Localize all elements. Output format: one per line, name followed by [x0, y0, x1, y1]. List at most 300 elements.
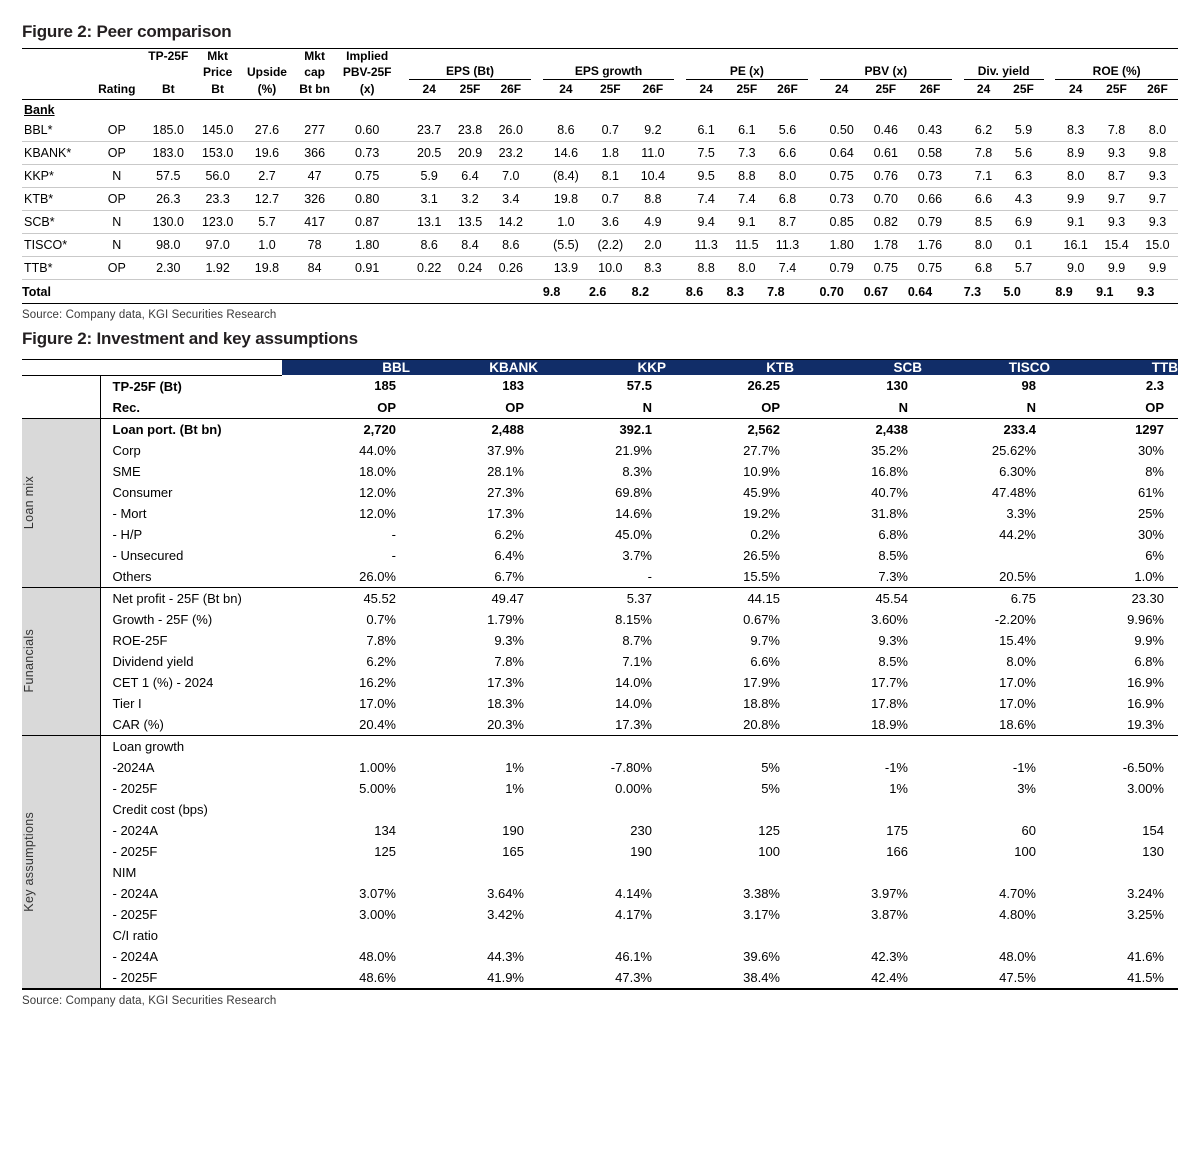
cell-ttb: 23.30: [1050, 587, 1178, 609]
cell-scb: 130: [886, 378, 908, 394]
spacer-cell: [674, 211, 686, 234]
th-roe-26f: 26F: [1147, 82, 1168, 96]
cell-tisco: 233.4: [922, 418, 1050, 440]
cell-pbv: 1.78: [864, 234, 908, 257]
total-pbv-25f: 0.67: [864, 280, 908, 304]
cell-eps: 8.4: [450, 234, 491, 257]
table-row: [22, 925, 1178, 946]
cell-price: 123.0: [193, 211, 242, 234]
cell-bbl: 2,720: [282, 418, 410, 440]
cell-price: 145.0: [193, 119, 242, 142]
th-upside: Upside: [246, 64, 287, 79]
cell-eps-growth: 11.0: [632, 142, 674, 165]
cell-bbl: 185: [374, 378, 396, 394]
cell-ttb: [1050, 799, 1178, 820]
cell-roe: 15.4: [1096, 234, 1137, 257]
row-ticker: KKP*: [22, 165, 90, 188]
table-row: [22, 188, 1178, 211]
cell-kkp: 3.7%: [622, 547, 652, 563]
cell-kkp: 17.3%: [615, 716, 652, 732]
total-roe-24: 8.9: [1055, 280, 1096, 304]
cell-ktb: 5%: [761, 780, 780, 796]
cell-scb: 7.3%: [878, 568, 908, 584]
cell-kbank: 3.42%: [487, 906, 524, 922]
spacer-cell: [1044, 234, 1056, 257]
section-label-bank: Bank: [24, 103, 55, 117]
figure1-title: Figure 2: Peer comparison: [22, 22, 232, 41]
column-header-tisco: TISCO: [922, 360, 1050, 376]
cell-pe: 7.3: [727, 142, 768, 165]
cell-scb: 175: [886, 822, 908, 838]
spacer-cell: [531, 142, 543, 165]
table-row: [22, 165, 1178, 188]
spacer-cell: [531, 211, 543, 234]
cell-tisco: [922, 735, 1050, 757]
row-label: - Mort: [112, 505, 147, 521]
cell-scb: 2,438: [794, 418, 922, 440]
th-group-div-yield: Div. yield: [964, 64, 1044, 80]
cell-ttb: 130: [1142, 843, 1164, 859]
spacer-cell: [952, 165, 964, 188]
cell-tisco: 98: [1021, 378, 1036, 394]
cell-div-yield: 8.0: [964, 234, 1004, 257]
cell-roe: 9.7: [1137, 188, 1178, 211]
cell-pe: 11.3: [686, 234, 727, 257]
cell-scb: -1%: [884, 759, 908, 775]
cell-scb: 31.8%: [871, 505, 908, 521]
table-row: [22, 630, 1178, 651]
cell-kkp: 7.1%: [622, 653, 652, 669]
cell-ttb: 9.96%: [1127, 611, 1164, 627]
total-pe-24: 8.6: [686, 280, 727, 304]
th-epsg-25f: 25F: [599, 82, 621, 96]
cell-bbl: 5.00%: [359, 780, 396, 796]
section-band-key-assumptions: [22, 735, 100, 989]
table-row: [22, 545, 1178, 566]
cell-kkp: 5.37: [538, 587, 666, 609]
spacer-cell: [531, 257, 543, 280]
spacer-cell: [808, 119, 820, 142]
table-row: [22, 735, 1178, 757]
cell-bbl: 20.4%: [359, 716, 396, 732]
cell-eps-growth: 8.3: [632, 257, 674, 280]
cell-ttb: 41.5%: [1050, 967, 1178, 989]
cell-roe: 7.8: [1096, 119, 1137, 142]
cell-eps-growth: 9.2: [632, 119, 674, 142]
cell-tp: 57.5: [143, 165, 193, 188]
spacer-cell: [531, 119, 543, 142]
row-ticker: SCB*: [22, 211, 90, 234]
cell-eps: 23.7: [409, 119, 450, 142]
cell-bbl: 44.0%: [359, 442, 396, 458]
cell-roe: 9.1: [1055, 211, 1096, 234]
t1-data-body: [22, 119, 1178, 280]
cell-scb: 17.8%: [871, 695, 908, 711]
cell-pbv: 0.75: [820, 165, 864, 188]
row-label: - 2025F: [100, 967, 282, 989]
cell-scb: 166: [886, 843, 908, 859]
cell-kbank: [410, 862, 538, 883]
table-row: [22, 524, 1178, 545]
cell-kkp: -7.80%: [610, 759, 652, 775]
th-group-eps-growth: EPS growth: [543, 64, 674, 80]
cell-scb: 16.8%: [871, 463, 908, 479]
cell-bbl: 6.2%: [366, 653, 396, 669]
table-row: [22, 461, 1178, 482]
row-label: - H/P: [112, 526, 143, 542]
cell-ttb: OP: [1145, 399, 1164, 415]
row-label: Dividend yield: [112, 653, 194, 669]
cell-eps: 0.26: [490, 257, 531, 280]
cell-price: 97.0: [193, 234, 242, 257]
th-upside-unit: (%): [257, 81, 277, 96]
cell-ttb: 6%: [1145, 547, 1164, 563]
column-header-ktb: KTB: [666, 360, 794, 376]
cell-pe: 6.1: [686, 119, 727, 142]
cell-ktb: 0.2%: [750, 526, 780, 542]
cell-bbl: 48.6%: [282, 967, 410, 989]
spacer-cell: [531, 234, 543, 257]
cell-tisco: 4.80%: [999, 906, 1036, 922]
cell-roe: 9.9: [1137, 257, 1178, 280]
spacer-cell: [674, 142, 686, 165]
cell-scb: 18.9%: [871, 716, 908, 732]
cell-scb: 8.5%: [878, 653, 908, 669]
cell-scb: 35.2%: [871, 442, 908, 458]
cell-kkp: 8.15%: [615, 611, 652, 627]
table-row: [22, 820, 1178, 841]
th-epsg-26f: 26F: [642, 82, 664, 96]
cell-tp: 26.3: [143, 188, 193, 211]
cell-kbank: 1%: [505, 780, 524, 796]
th-eps-26f: 26F: [500, 82, 522, 96]
cell-bbl: 45.52: [282, 587, 410, 609]
cell-kkp: 392.1: [538, 418, 666, 440]
row-label: Tier I: [112, 695, 142, 711]
row-label: ROE-25F: [112, 632, 168, 648]
section-label: Loan mix: [22, 475, 36, 530]
row-ticker: BBL*: [22, 119, 90, 142]
table-row: [22, 609, 1178, 630]
table-row: [22, 440, 1178, 461]
total-pe-26f: 7.8: [767, 280, 808, 304]
cell-roe: 9.9: [1096, 257, 1137, 280]
cell-ktb: [666, 735, 794, 757]
cell-pe: 9.4: [686, 211, 727, 234]
cell-mktcap: 326: [292, 188, 337, 211]
cell-bbl: 17.0%: [359, 695, 396, 711]
cell-eps-growth: 10.0: [589, 257, 632, 280]
t1-section-header-bank: [22, 100, 1178, 120]
figure1-source: Source: Company data, KGI Securities Research: [22, 309, 277, 321]
cell-upside: 27.6: [242, 119, 292, 142]
th-rating: Rating: [98, 81, 136, 96]
spacer-cell: [674, 119, 686, 142]
th-price: Price: [202, 64, 233, 79]
cell-bbl: [282, 799, 410, 820]
cell-tisco: [922, 862, 1050, 883]
cell-eps-growth: 3.6: [589, 211, 632, 234]
cell-scb: 1%: [889, 780, 908, 796]
cell-kbank: [410, 799, 538, 820]
row-label: Loan port. (Bt bn): [100, 418, 282, 440]
section-label: Key assumptions: [22, 811, 36, 912]
th-eps-25f: 25F: [459, 82, 481, 96]
cell-scb: N: [898, 399, 908, 415]
cell-kbank: 183: [502, 378, 524, 394]
header-label-blank: [100, 360, 282, 376]
cell-eps: 8.6: [490, 234, 531, 257]
cell-kbank: 2,488: [410, 418, 538, 440]
th-roe-24: 24: [1069, 82, 1083, 96]
cell-bbl: [282, 735, 410, 757]
section-band-funancials: [22, 587, 100, 735]
cell-rating: N: [90, 234, 143, 257]
cell-roe: 8.3: [1055, 119, 1096, 142]
cell-eps: 14.2: [490, 211, 531, 234]
cell-kbank: [410, 735, 538, 757]
cell-eps-growth: 14.6: [543, 142, 589, 165]
cell-eps-growth: 0.7: [589, 188, 632, 211]
cell-upside: 2.7: [242, 165, 292, 188]
cell-roe: 15.0: [1137, 234, 1178, 257]
cell-ktb: 26.5%: [743, 547, 780, 563]
cell-eps: 7.0: [490, 165, 531, 188]
cell-roe: 16.1: [1055, 234, 1096, 257]
cell-tisco: 20.5%: [999, 568, 1036, 584]
cell-eps-growth: (8.4): [543, 165, 589, 188]
cell-kkp: [538, 735, 666, 757]
cell-scb: 9.3%: [878, 632, 908, 648]
spacer-cell: [397, 234, 409, 257]
cell-tisco: 3.3%: [1006, 505, 1036, 521]
cell-kkp: 4.17%: [615, 906, 652, 922]
cell-kkp: 230: [630, 822, 652, 838]
th-div-24: 24: [976, 82, 991, 96]
cell-scb: 3.97%: [871, 885, 908, 901]
table-row: [22, 587, 1178, 609]
cell-price: 153.0: [193, 142, 242, 165]
cell-kkp: N: [642, 399, 652, 415]
cell-tisco: 47.5%: [922, 967, 1050, 989]
cell-scb: 8.5%: [878, 547, 908, 563]
cell-pbv: 0.46: [864, 119, 908, 142]
th-group-eps: EPS (Bt): [409, 64, 531, 80]
table-row: [22, 904, 1178, 925]
cell-kbank: 28.1%: [487, 463, 524, 479]
cell-pe: 8.0: [727, 257, 768, 280]
cell-upside: 19.6: [242, 142, 292, 165]
cell-kkp: [538, 799, 666, 820]
cell-mktcap: 78: [292, 234, 337, 257]
cell-eps: 8.6: [409, 234, 450, 257]
cell-ttb: 3.00%: [1127, 780, 1164, 796]
cell-roe: 9.8: [1137, 142, 1178, 165]
cell-ktb: 125: [758, 822, 780, 838]
spacer-cell: [1044, 165, 1056, 188]
th-pbv-25f: 25F: [875, 82, 897, 96]
cell-pbv: 0.58: [908, 142, 952, 165]
cell-implied-pbv: 0.60: [337, 119, 397, 142]
cell-ttb: [1050, 925, 1178, 946]
column-header-kbank: KBANK: [410, 360, 538, 376]
cell-eps-growth: 13.9: [543, 257, 589, 280]
row-ticker: KTB*: [22, 188, 90, 211]
cell-bbl: 12.0%: [359, 484, 396, 500]
cell-tisco: 100: [1014, 843, 1036, 859]
cell-scb: 3.60%: [871, 611, 908, 627]
cell-bbl: 0.7%: [366, 611, 396, 627]
cell-pbv: 0.43: [908, 119, 952, 142]
cell-div-yield: 5.7: [1003, 257, 1043, 280]
th-price-unit: Bt: [211, 81, 224, 96]
cell-div-yield: 0.1: [1003, 234, 1043, 257]
table-row: [22, 566, 1178, 588]
cell-eps: 20.5: [409, 142, 450, 165]
row-label: Consumer: [112, 484, 173, 500]
spacer-cell: [674, 257, 686, 280]
cell-ttb: 3.25%: [1127, 906, 1164, 922]
t1-header-row-2: [22, 64, 1178, 80]
row-label: Net profit - 25F (Bt bn): [100, 587, 282, 609]
cell-ktb: 0.67%: [743, 611, 780, 627]
cell-kbank: 7.8%: [494, 653, 524, 669]
cell-pe: 5.6: [767, 119, 808, 142]
spacer-cell: [808, 257, 820, 280]
cell-kkp: 69.8%: [615, 484, 652, 500]
cell-scb: 3.87%: [871, 906, 908, 922]
cell-ktb: 10.9%: [743, 463, 780, 479]
cell-ktb: 2,562: [666, 418, 794, 440]
cell-pbv: 0.70: [864, 188, 908, 211]
spacer-cell: [952, 119, 964, 142]
cell-kkp: 57.5: [626, 378, 652, 394]
cell-kkp: 47.3%: [538, 967, 666, 989]
cell-eps-growth: (2.2): [589, 234, 632, 257]
cell-kbank: 18.3%: [487, 695, 524, 711]
cell-div-yield: 7.8: [964, 142, 1004, 165]
spacer-cell: [674, 234, 686, 257]
th-group-roe: ROE (%): [1055, 64, 1178, 80]
cell-tisco: 6.75: [922, 587, 1050, 609]
cell-kbank: 1%: [505, 759, 524, 775]
cell-price: 56.0: [193, 165, 242, 188]
total-epsg-24: 9.8: [543, 280, 589, 304]
cell-rating: N: [90, 165, 143, 188]
cell-eps-growth: 2.0: [632, 234, 674, 257]
cell-upside: 5.7: [242, 211, 292, 234]
cell-rating: OP: [90, 119, 143, 142]
cell-ktb: [666, 799, 794, 820]
cell-pe: 8.8: [686, 257, 727, 280]
cell-roe: 8.0: [1055, 165, 1096, 188]
table-row: [22, 418, 1178, 440]
cell-kkp: [538, 925, 666, 946]
th-pbv-26f: 26F: [919, 82, 941, 96]
cell-scb: 42.3%: [871, 948, 908, 964]
total-roe-25f: 9.1: [1096, 280, 1137, 304]
cell-ktb: OP: [761, 399, 780, 415]
row-label: - 2024A: [112, 948, 159, 964]
cell-tisco: 15.4%: [999, 632, 1036, 648]
cell-scb: 42.4%: [794, 967, 922, 989]
cell-ktb: 18.8%: [743, 695, 780, 711]
cell-price: 1.92: [193, 257, 242, 280]
total-roe-26f: 9.3: [1137, 280, 1178, 304]
peer-comparison-table: [22, 48, 1178, 304]
row-ticker: TTB*: [22, 257, 90, 280]
table-row: [22, 799, 1178, 820]
spacer-cell: [397, 142, 409, 165]
t2-body: [22, 360, 1178, 989]
table-row: [22, 234, 1178, 257]
table-row: [22, 672, 1178, 693]
cell-pe: 8.7: [767, 211, 808, 234]
row-label: - 2024A: [112, 822, 159, 838]
investment-assumptions-table: [22, 359, 1178, 990]
t2-header-row: [22, 360, 1178, 376]
cell-kkp: -: [647, 568, 652, 584]
cell-tp: 130.0: [143, 211, 193, 234]
cell-pe: 7.4: [727, 188, 768, 211]
cell-bbl: [282, 862, 410, 883]
cell-roe: 9.7: [1096, 188, 1137, 211]
th-mkt-cap-l1: Mkt: [304, 49, 325, 63]
cell-scb: 40.7%: [871, 484, 908, 500]
spacer-cell: [1044, 119, 1056, 142]
table-row: [22, 142, 1178, 165]
cell-pbv: 0.79: [908, 211, 952, 234]
table-row: [22, 883, 1178, 904]
cell-bbl: 3.00%: [359, 906, 396, 922]
cell-pe: 7.4: [767, 257, 808, 280]
cell-kbank: 27.3%: [487, 484, 524, 500]
spacer-cell: [397, 188, 409, 211]
table-row: [22, 375, 1178, 397]
row-label: CET 1 (%) - 2024: [112, 674, 214, 690]
spacer-cell: [1044, 188, 1056, 211]
cell-bbl: 18.0%: [359, 463, 396, 479]
cell-kkp: 4.14%: [615, 885, 652, 901]
cell-eps: 23.2: [490, 142, 531, 165]
cell-pbv: 0.50: [820, 119, 864, 142]
cell-scb: [794, 799, 922, 820]
cell-bbl: 134: [374, 822, 396, 838]
cell-eps-growth: 0.7: [589, 119, 632, 142]
cell-ttb: 16.9%: [1127, 674, 1164, 690]
cell-pe: 11.5: [727, 234, 768, 257]
total-epsg-26f: 8.2: [632, 280, 674, 304]
cell-rating: N: [90, 211, 143, 234]
spacer-cell: [531, 188, 543, 211]
cell-tisco: 17.0%: [999, 674, 1036, 690]
row-label: SME: [112, 463, 141, 479]
cell-tp: 98.0: [143, 234, 193, 257]
cell-eps: 23.8: [450, 119, 491, 142]
spacer-cell: [808, 234, 820, 257]
row-ticker: TISCO*: [22, 234, 90, 257]
cell-kkp: 190: [630, 843, 652, 859]
cell-ktb: 26.25: [747, 378, 780, 394]
th-pbv-25f: PBV-25F: [342, 64, 392, 79]
cell-tisco: 6.30%: [999, 463, 1036, 479]
spacer-cell: [674, 188, 686, 211]
cell-bbl: 7.8%: [366, 632, 396, 648]
cell-ktb: [666, 925, 794, 946]
cell-mktcap: 417: [292, 211, 337, 234]
total-label: Total: [22, 280, 90, 304]
cell-tisco: N: [1026, 399, 1036, 415]
